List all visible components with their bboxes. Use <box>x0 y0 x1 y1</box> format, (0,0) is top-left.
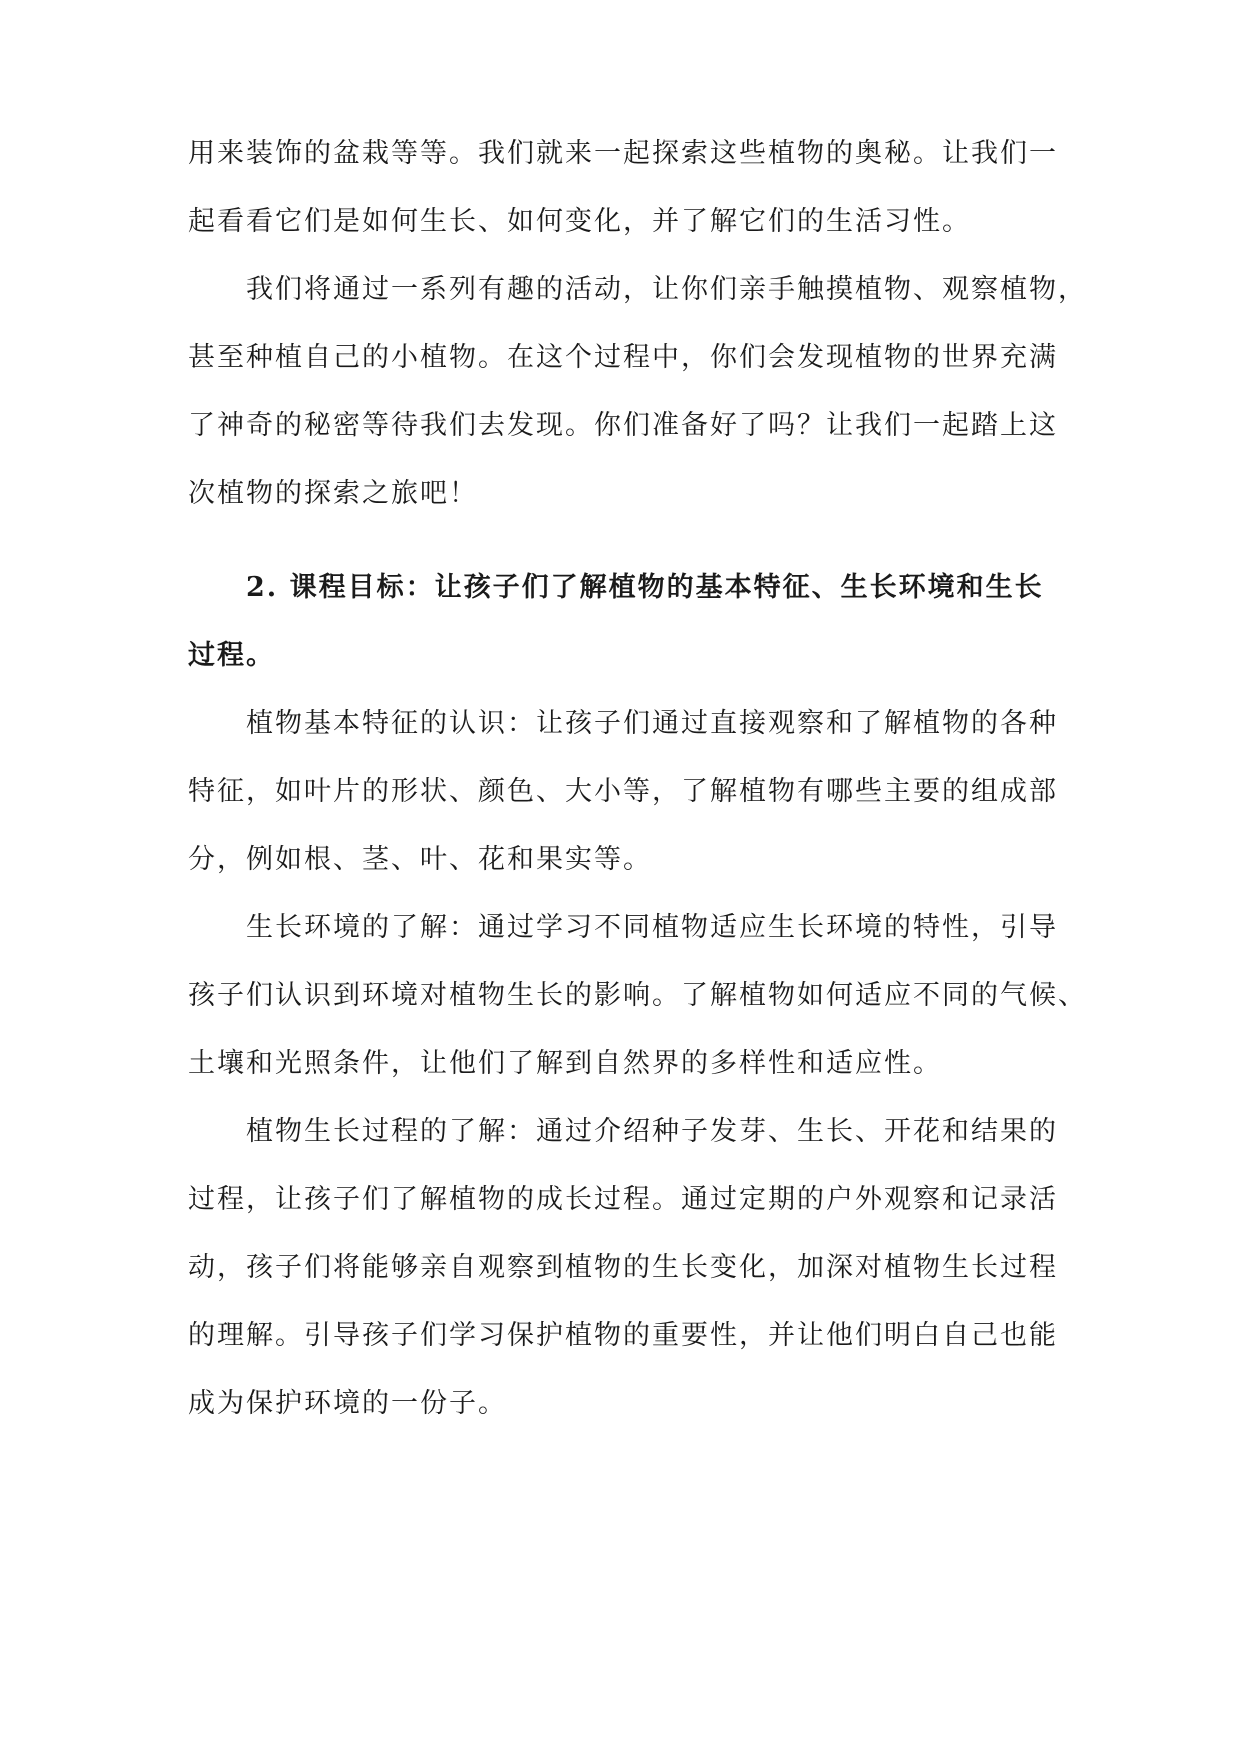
paragraph-5-line-5: 成为保护环境的一份子。 <box>188 1388 507 1419</box>
paragraph-5-line-1: 植物生长过程的了解：通过介绍种子发芽、生长、开花和结果的 <box>246 1116 1058 1147</box>
paragraph-5-line-2: 过程，让孩子们了解植物的成长过程。通过定期的户外观察和记录活 <box>188 1184 1058 1215</box>
paragraph-3-line-1: 植物基本特征的认识：让孩子们通过直接观察和了解植物的各种 <box>246 708 1058 739</box>
paragraph-2-line-3: 了神奇的秘密等待我们去发现。你们准备好了吗？让我们一起踏上这 <box>188 410 1058 441</box>
paragraph-5-line-4: 的理解。引导孩子们学习保护植物的重要性，并让他们明白自己也能 <box>188 1320 1058 1351</box>
paragraph-2-line-4: 次植物的探索之旅吧！ <box>188 478 478 509</box>
paragraph-4-line-3: 土壤和光照条件，让他们了解到自然界的多样性和适应性。 <box>188 1048 942 1079</box>
paragraph-4-line-2: 孩子们认识到环境对植物生长的影响。了解植物如何适应不同的气候、 <box>188 980 1087 1011</box>
paragraph-4-line-1: 生长环境的了解：通过学习不同植物适应生长环境的特性，引导 <box>246 912 1058 943</box>
paragraph-2-line-1: 我们将通过一系列有趣的活动，让你们亲手触摸植物、观察植物， <box>246 274 1087 305</box>
paragraph-5-line-3: 动，孩子们将能够亲自观察到植物的生长变化，加深对植物生长过程 <box>188 1252 1058 1283</box>
paragraph-2-line-2: 甚至种植自己的小植物。在这个过程中，你们会发现植物的世界充满 <box>188 342 1058 373</box>
paragraph-3-line-2: 特征，如叶片的形状、颜色、大小等，了解植物有哪些主要的组成部 <box>188 776 1058 807</box>
paragraph-1-line-2: 起看看它们是如何生长、如何变化，并了解它们的生活习性。 <box>188 206 971 237</box>
section-heading-line-2: 过程。 <box>188 640 275 671</box>
section-heading-line-1: 2. 课程目标：让孩子们了解植物的基本特征、生长环境和生长 <box>246 572 1044 603</box>
paragraph-3-line-3: 分，例如根、茎、叶、花和果实等。 <box>188 844 652 875</box>
paragraph-1-line-1: 用来装饰的盆栽等等。我们就来一起探索这些植物的奥秘。让我们一 <box>188 138 1058 169</box>
